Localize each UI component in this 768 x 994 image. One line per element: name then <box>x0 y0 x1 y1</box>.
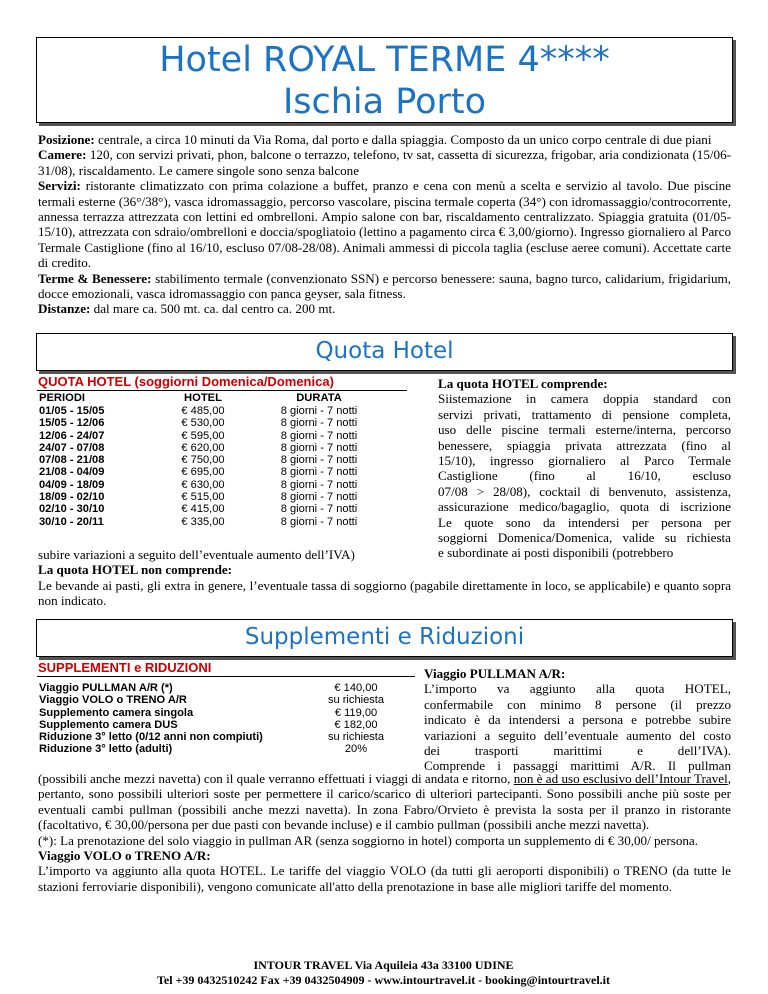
comprende-tail: subire variazioni a seguito dell’eventuale aumento dell’IVA) <box>38 547 355 562</box>
column-header: PERIODI <box>39 392 86 404</box>
duration-cell: 8 giorni - 7 notti <box>280 503 358 516</box>
table-row <box>37 707 415 719</box>
period-cell: 24/07 - 07/08 <box>39 441 105 454</box>
hotel-price-cell: € 415,00 <box>181 503 225 516</box>
comprende-line: assicurazione medico/bagaglio, quota di iscrizione <box>438 499 731 515</box>
period-cell: 21/08 - 04/09 <box>39 466 105 479</box>
period-cell: 04/09 - 18/09 <box>39 478 105 491</box>
supplementi-table <box>37 660 415 756</box>
pullman-note: (*): La prenotazione del solo viaggio in pullman AR (senza soggiorno in hotel) comporta un supplemento di € 30,00/ persona. <box>38 832 699 848</box>
footer-contacts: Tel +39 0432510242 Fax +39 0432504909 - www.intourtravel.it - booking@intourtravel.it <box>156 973 611 987</box>
period-cell: 30/10 - 20/11 <box>39 515 104 528</box>
table-row <box>37 694 415 706</box>
duration-cell: 8 giorni - 7 notti <box>280 515 358 528</box>
pullman-block <box>424 666 731 774</box>
hotel-price-cell: € 530,00 <box>181 417 225 430</box>
duration-cell: 8 giorni - 7 notti <box>280 417 358 430</box>
quota-notes <box>38 547 731 609</box>
footer-address: INTOUR TRAVEL Via Aquileia 43a 33100 UDINE <box>253 958 514 972</box>
supplement-value-cell: € 182,00 <box>334 718 378 731</box>
table-row <box>37 417 379 429</box>
supplement-value-cell: su richiesta <box>327 731 385 744</box>
table-row <box>37 405 379 417</box>
supplement-label-cell: Viaggio VOLO o TRENO A/R <box>39 694 187 707</box>
period-cell: 15/05 - 12/06 <box>39 417 105 430</box>
hotel-description <box>38 132 731 317</box>
non-comprende-label: La quota HOTEL non comprende: <box>38 562 233 578</box>
comprende-line: Siistemazione in camera doppia standard con <box>438 391 731 407</box>
table-row <box>37 430 379 442</box>
duration-cell: 8 giorni - 7 notti <box>280 491 358 504</box>
pullman-tail-b: , pertanto, sono possibili ulteriori soste per permettere il carico/scarico di ulteriori partecipanti. Sono possibili anche più soste per eventuali cambi pullman (possibili anche mezzi navetta). In zona Fabro/Orvieto è prevista la sosta per il pranzo in ristorante (facoltativo, € 30,00/persona per due pasti con bevande incluse) e il cambio pullman (possibili anche mezzi navetta). <box>38 771 732 833</box>
supplement-value-cell: su richiesta <box>327 694 385 707</box>
servizi-text: ristorante climatizzato con prima colazione a buffet, pranzo e cena con menù a scelta e servizio al tavolo. Due piscine termali esterne (36°/38°), vasca idromassaggio, percorso vascolare, piscina termale coperta (34°) con idromassaggio/controcorrente, annessa terrazza attrezzata con lettini ed ombrelloni. Ampio salone con bar, riscaldamento centralizzato. Spiaggia gratuita (01/05-15/10), attrezzata con sdraio/ombrelloni e doccia/spogliatoio (lettino a pagamento circa € 3,00/giorno). Ingresso giornaliero al Parco Termale Castiglione (fino al 16/10, escluso 07/08-28/08). Animali ammessi di piccola taglia (escluse aeree comuni). Accettate carte di credito. <box>38 178 732 271</box>
supplement-label-cell: Viaggio PULLMAN A/R (*) <box>39 682 173 694</box>
pullman-label: Viaggio PULLMAN A/R: <box>424 666 566 681</box>
period-cell: 02/10 - 30/10 <box>39 503 105 516</box>
supplementi-section-title: Supplementi e Riduzioni <box>244 624 525 650</box>
table-row <box>37 491 379 503</box>
pullman-exclusive-note: non è ad uso esclusivo dell’Intour Travel <box>513 771 728 786</box>
comprende-line: e subordinate ai posti disponibili (potrebbero <box>438 545 674 561</box>
supplementi-price-table <box>37 682 415 756</box>
table-row <box>37 743 415 755</box>
supplementi-table-title: SUPPLEMENTI e RIDUZIONI <box>38 660 212 675</box>
table-row <box>37 731 415 743</box>
hotel-price-cell: € 630,00 <box>181 478 225 491</box>
table-row <box>37 479 379 491</box>
comprende-line: uso delle piscine termali esterne/interna, percorso <box>438 422 731 438</box>
duration-cell: 8 giorni - 7 notti <box>280 429 358 442</box>
table-row <box>37 503 379 515</box>
hotel-price-cell: € 335,00 <box>181 515 225 528</box>
duration-cell: 8 giorni - 7 notti <box>280 454 358 467</box>
period-cell: 01/05 - 15/05 <box>39 405 105 417</box>
supplement-value-cell: 20% <box>344 743 368 756</box>
table-row <box>37 719 415 731</box>
hotel-price-cell: € 620,00 <box>181 441 225 454</box>
pullman-line: L’importo va aggiunto alla quota HOTEL, <box>424 681 731 697</box>
comprende-line: Le quote sono da intendersi per persona per <box>438 514 731 530</box>
duration-cell: 8 giorni - 7 notti <box>280 478 358 491</box>
pullman-line: variazioni a seguito dell’eventuale aumento del costo <box>424 727 731 743</box>
hotel-price-cell: € 515,00 <box>181 491 225 504</box>
column-header: DURATA <box>296 392 342 404</box>
comprende-line: servizi privati, trattamento di pensione completa, <box>438 406 731 422</box>
posizione-text: centrale, a circa 10 minuti da Via Roma, dal porto e dalla spiaggia. Composto da un unico corpo centrale di due piani <box>98 132 712 147</box>
quota-price-table <box>37 392 379 528</box>
pullman-line: Comprende i passaggi marittimi A/R. Il pullman <box>424 758 731 774</box>
posizione-label: Posizione: <box>38 132 95 147</box>
duration-cell: 8 giorni - 7 notti <box>280 405 358 417</box>
duration-cell: 8 giorni - 7 notti <box>280 466 358 479</box>
comprende-line: soggiorni Domenica/Domenica, valide su richiesta <box>438 530 731 546</box>
divider <box>37 676 415 677</box>
pullman-line: indicato è da intendersi a persona e potrebbe subire <box>424 712 731 728</box>
camere-label: Camere: <box>38 147 87 163</box>
quota-section-header <box>36 333 733 371</box>
table-row <box>37 682 415 694</box>
period-cell: 12/06 - 24/07 <box>39 429 105 442</box>
distanze-text: dal mare ca. 500 mt. ca. dal centro ca. 200 mt. <box>93 301 336 317</box>
period-cell: 18/09 - 02/10 <box>39 491 105 504</box>
servizi-label: Servizi: <box>38 178 81 194</box>
hotel-price-cell: € 595,00 <box>181 429 225 442</box>
table-row <box>37 466 379 478</box>
pullman-tail-a: (possibili anche mezzi navetta) con il quale verranno effettuati i viaggi di andata e ritorno, <box>38 771 511 786</box>
supplement-label-cell: Riduzione 3° letto (0/12 anni non compiuti) <box>39 731 263 744</box>
comprende-line: Castiglione (fino al 16/10, escluso <box>438 468 731 484</box>
hotel-price-cell: € 695,00 <box>181 466 225 479</box>
supplement-value-cell: € 119,00 <box>334 706 378 719</box>
pullman-line: dei trasporti marittimi e dell’IVA). <box>424 743 731 759</box>
hotel-location: Ischia Porto <box>282 82 487 122</box>
duration-cell: 8 giorni - 7 notti <box>280 441 358 454</box>
footer <box>36 958 731 988</box>
table-row <box>37 454 379 466</box>
quota-table-title: QUOTA HOTEL (soggiorni Domenica/Domenica) <box>38 374 334 389</box>
distanze-label: Distanze: <box>38 301 91 317</box>
non-comprende-text: Le bevande ai pasti, gli extra in genere, l’eventuale tassa di soggiorno (pagabile direttamente in loco, se applicabile) e quanto sopra non indicato. <box>38 577 731 609</box>
comprende-line: 15/10), ingresso giornaliero al Parco Termale <box>438 453 731 469</box>
supplement-value-cell: € 140,00 <box>334 682 378 694</box>
pullman-details <box>38 771 731 894</box>
quota-table <box>37 374 407 528</box>
volo-label: Viaggio VOLO o TRENO A/R: <box>38 848 211 864</box>
period-cell: 07/08 - 21/08 <box>39 454 105 467</box>
hotel-header-box <box>36 37 733 123</box>
comprende-line: 07/08 > 28/08), cocktail di benvenuto, assistenza, <box>438 483 731 499</box>
column-header: HOTEL <box>184 392 222 404</box>
terme-text: stabilimento termale (convenzionato SSN) e percorso benessere: sauna, bagno turco, calidarium, frigidarium, docce emozionali, vasca idromassaggio con panca geyser, sala fitness. <box>38 270 732 302</box>
quota-section-title: Quota Hotel <box>315 338 454 364</box>
supplement-label-cell: Supplemento camera singola <box>39 706 194 719</box>
supplement-label-cell: Supplemento camera DUS <box>39 718 178 731</box>
terme-label: Terme & Benessere: <box>38 270 152 286</box>
comprende-label: La quota HOTEL comprende: <box>438 376 608 391</box>
comprende-line: benessere, spiaggia privata attrezzata (fino al <box>438 437 731 453</box>
pullman-line: confermabile con minimo 8 persone (il prezzo <box>424 696 731 712</box>
table-row <box>37 516 379 528</box>
hotel-price-cell: € 485,00 <box>181 405 225 417</box>
supplement-label-cell: Riduzione 3° letto (adulti) <box>39 743 173 756</box>
volo-text: L’importo va aggiunto alla quota HOTEL. Le tariffe del viaggio VOLO (da tutti gli aeroporti disponibili) o TRENO (da tutte le stazioni ferroviarie disponibili), vengono comunicate all'atto della prenotazione in base alle migliori tariffe del momento. <box>38 863 731 894</box>
hotel-price-cell: € 750,00 <box>181 454 225 467</box>
hotel-title: Hotel ROYAL TERME 4**** <box>159 40 610 80</box>
table-row <box>37 442 379 454</box>
divider <box>37 390 407 391</box>
quota-comprende-block <box>438 376 731 561</box>
supplementi-section-header <box>36 619 733 657</box>
camere-text: 120, con servizi privati, phon, balcone o terrazzo, telefono, tv sat, cassetta di sicurezza, frigobar, aria condizionata (15/06-31/08), riscaldamento. Le camere singole sono senza balcone <box>38 147 731 178</box>
